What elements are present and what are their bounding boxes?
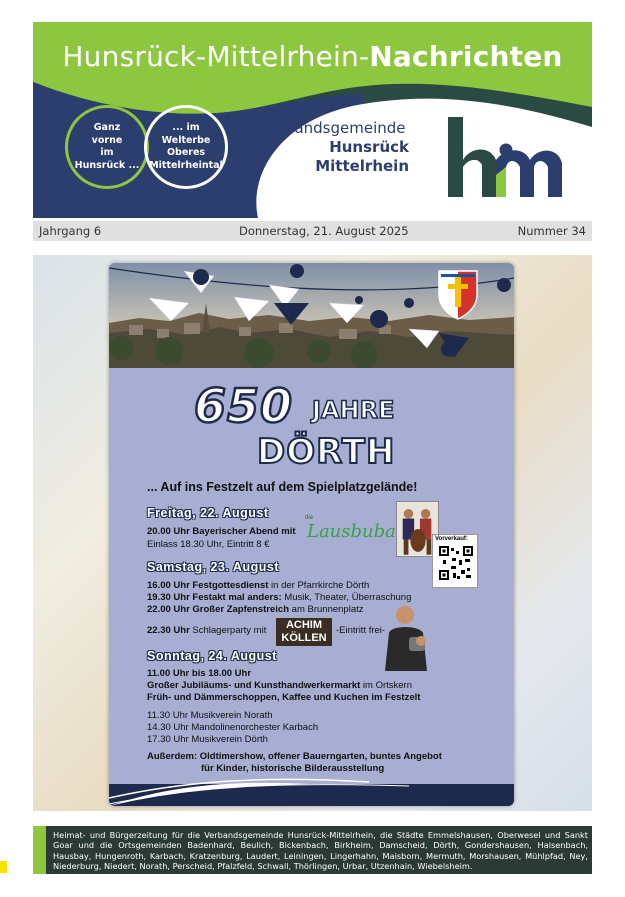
saturday-line-1: 16.00 Uhr Festgottesdienst in der Pfarrkirche Dörth bbox=[147, 580, 370, 591]
sunday-line-2: Großer Jubiläums- und Kunsthandwerkermarkt im Ortskern bbox=[147, 680, 412, 691]
hm-logo bbox=[448, 115, 576, 203]
friday-line-2: Einlass 18.30 Uhr, Eintritt 8 € bbox=[147, 539, 270, 550]
poster-footer-band bbox=[109, 776, 514, 806]
ausserdem-line-2: für Kinder, historische Bilderausstellung bbox=[201, 763, 385, 774]
qr-code-graphic bbox=[439, 546, 473, 580]
village-photo bbox=[109, 263, 514, 368]
masthead bbox=[33, 22, 592, 218]
color-mark bbox=[0, 861, 7, 873]
sunday-line-6: 17.30 Uhr Musikverein Dörth bbox=[147, 734, 268, 745]
saturday-line-2: 19.30 Uhr Festakt mal anders: Musik, Theater, Überraschung bbox=[147, 592, 412, 603]
saturday-line-4: 22.30 Uhr Schlagerparty mit bbox=[147, 625, 267, 636]
achim-koellen-logo: ACHIM KÖLLEN bbox=[276, 618, 332, 646]
issue-number: Nummer 34 bbox=[517, 224, 586, 238]
newspaper-title: Hunsrück-Mittelrhein-Nachrichten bbox=[62, 40, 563, 73]
saturday-line-3: 22.00 Uhr Großer Zapfenstreich am Brunnenplatz bbox=[147, 604, 364, 615]
poster-subtitle: ... Auf ins Festzelt auf dem Spielplatzgelände! bbox=[147, 480, 418, 494]
footer-box bbox=[26, 826, 592, 874]
dateline bbox=[33, 221, 592, 241]
sunday-line-5: 14.30 Uhr Mandolinenorchester Karbach bbox=[147, 722, 319, 733]
saturday-free-entry: -Eintritt frei- bbox=[336, 625, 386, 636]
sunday-line-3: Früh- und Dämmerschoppen, Kaffee und Kuchen im Festzelt bbox=[147, 692, 421, 703]
friday-line-1: 20.00 Uhr Bayerischer Abend mit bbox=[147, 526, 296, 537]
slogan-circle-right: ... im Welterbe Oberes Mittelrheintal bbox=[144, 105, 228, 189]
headline-place: DÖRTH bbox=[257, 432, 396, 472]
sunday-line-4: 11.30 Uhr Musikverein Norath bbox=[147, 710, 273, 721]
volume: Jahrgang 6 bbox=[39, 224, 102, 238]
vg-name: Verbandsgemeinde Hunsrück Mittelrhein bbox=[260, 119, 409, 175]
footer-tag: Einwurf bbox=[33, 826, 46, 874]
slogan-circle-left: Ganz vorne im Hunsrück ... bbox=[65, 105, 149, 189]
ausserdem-line-1: Außerdem: Oldtimershow, offener Bauerngarten, buntes Angebot bbox=[147, 751, 442, 762]
sunday-line-1: 11.00 Uhr bis 18.00 Uhr bbox=[147, 668, 252, 679]
singer-photo bbox=[381, 603, 433, 671]
event-poster bbox=[109, 263, 514, 806]
lausbuba-logo: die Lausbuba bbox=[305, 515, 396, 542]
day-heading-friday: Freitag, 22. August bbox=[147, 506, 269, 520]
footer-text: Heimat- und Bürgerzeitung für die Verbandsgemeinde Hunsrück-Mittelrhein, die Städte Emmelshausen, Oberwesel und Sankt Goar und die Ortsgemeinden Badenhard, Beulich, Bickenbach, Birkheim, Damscheid, Dörth, Gondershausen, Halsenbach, Hausbay, Hungenroth, Karbach, Kratzenburg, Laudert, Leiningen, Lingerhahn, Maisborn, Mermuth, Morshausen, Mühlpfad, Ney, Niederburg, Niedert, Norath, Perscheid, Pfalzfeld, Schwall, Thörlingen, Urbar, Utzenhain, Wiebelsheim. bbox=[53, 830, 588, 872]
headline-word: JAHRE bbox=[312, 396, 395, 424]
qr-code[interactable]: Vorverkauf: bbox=[432, 534, 478, 588]
day-heading-sunday: Sonntag, 24. August bbox=[147, 649, 277, 663]
issue-date: Donnerstag, 21. August 2025 bbox=[239, 224, 409, 238]
day-heading-saturday: Samstag, 23. August bbox=[147, 560, 279, 574]
headline-number: 650 bbox=[194, 379, 294, 433]
